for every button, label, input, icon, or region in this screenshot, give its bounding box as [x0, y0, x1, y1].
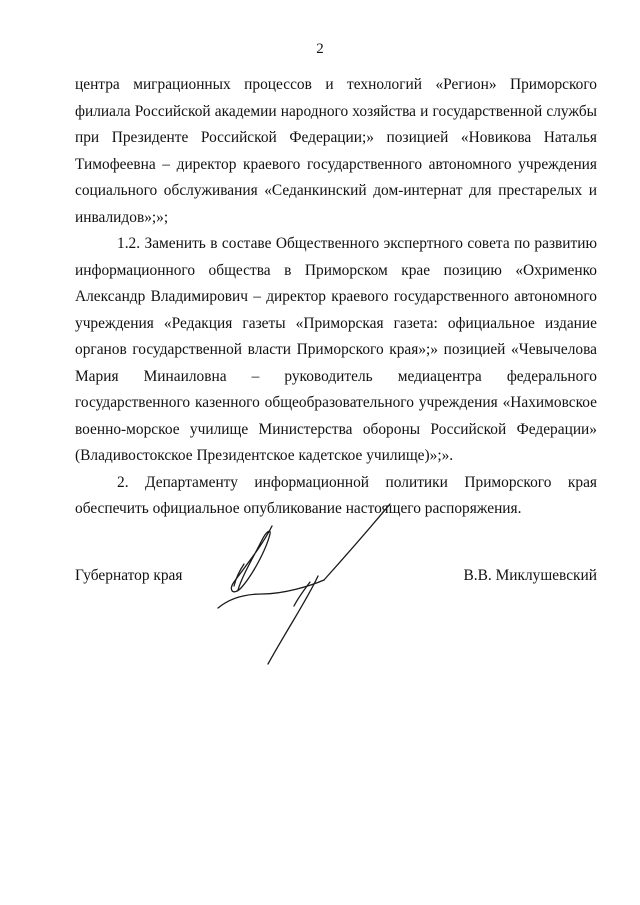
paragraph-item-1-2: 1.2. Заменить в составе Общественного экспертного совета по развитию информационного общества в Приморском крае позицию «Охрименко Александр Владимирович – директор краевого государственного автономного учреждения «Редакция газеты «Приморская газета: официальное издание органов государственной власти Приморского края»;» позицией «Чевычелова Мария Минаиловна – руководитель медиацентра федерального государственного казенного общеобразовательного учреждения «Нахимовское военно-морское училище Министерства обороны Российской Федерации» (Владивостокское Президентское кадетское училище)»;». — [75, 235, 597, 464]
handwritten-signature — [200, 498, 400, 668]
document-body — [75, 72, 597, 523]
signatory-position: Губернатор края — [75, 567, 183, 584]
signatory-name: В.В. Миклушевский — [463, 567, 597, 584]
paragraph-continuation: центра миграционных процессов и технологий «Регион» Приморского филиала Российской академии народного хозяйства и государственной службы при Президенте Российской Федерации;» позицией «Новикова Наталья Тимофеевна – директор краевого государственного автономного учреждения социального обслуживания «Седанкинский дом-интернат для престарелых и инвалидов»;»; — [75, 76, 597, 226]
page-number: 2 — [316, 41, 324, 57]
paragraph-item-2: 2. Департаменту информационной политики Приморского края обеспечить официальное опубликование настоящего распоряжения. — [75, 473, 597, 517]
